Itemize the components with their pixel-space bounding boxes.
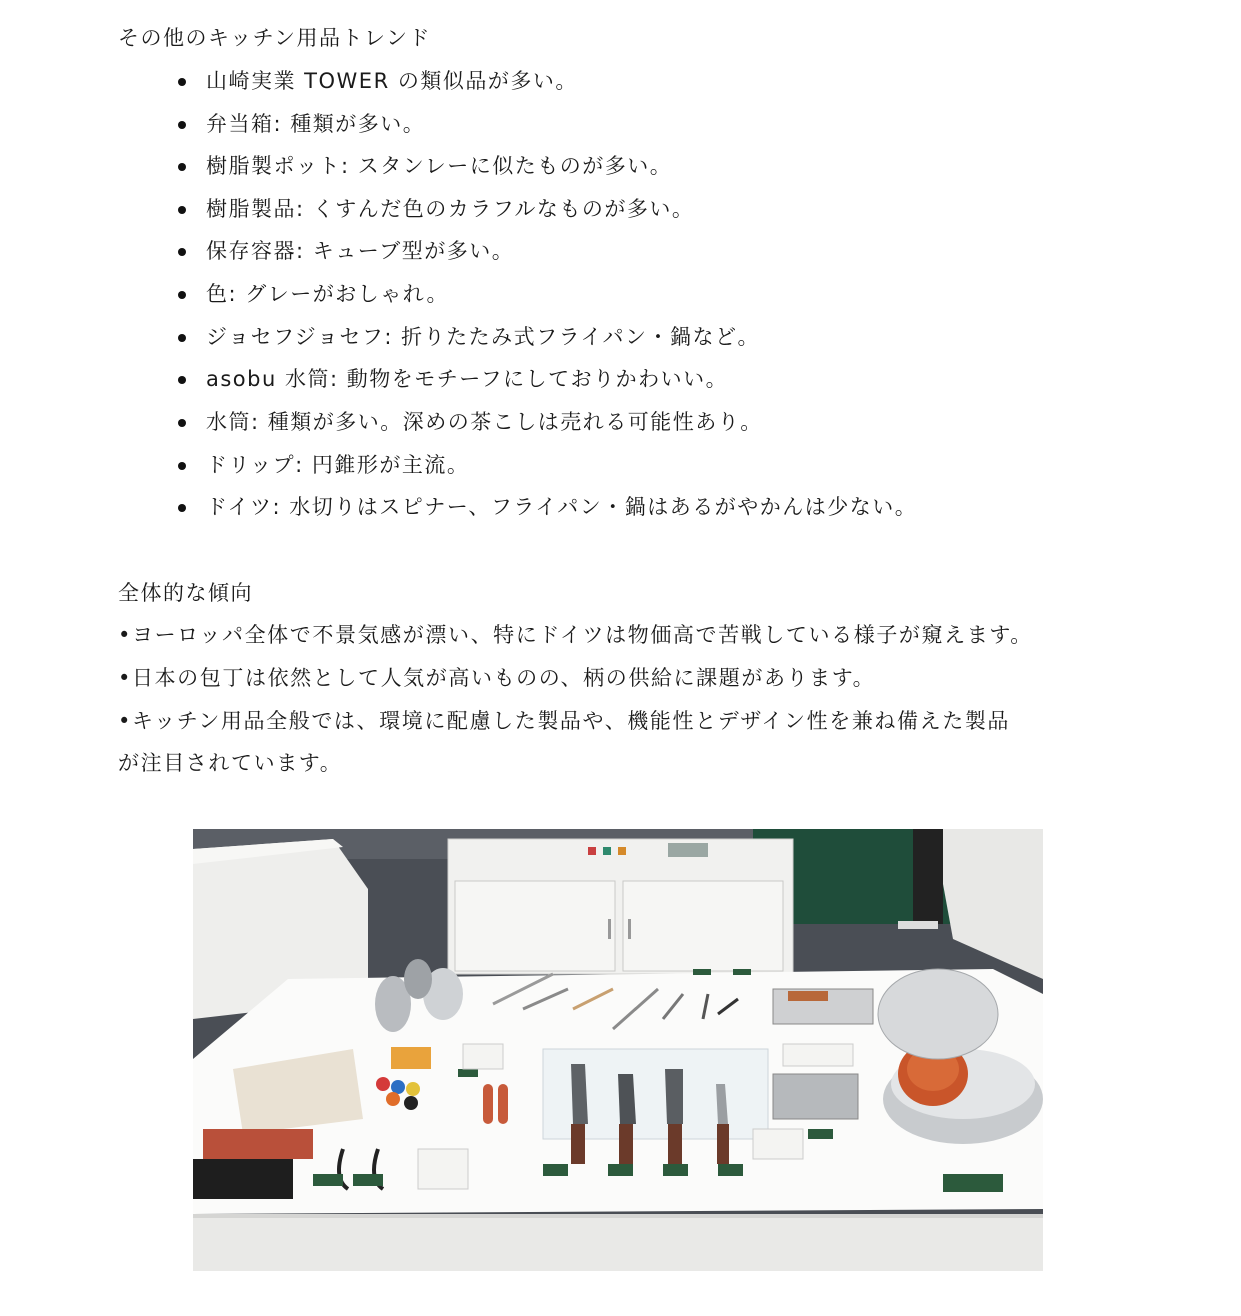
overall-heading: 全体的な傾向: [118, 581, 253, 605]
bullet-icon: [178, 163, 186, 171]
bullet-icon: [178, 376, 186, 384]
list-item: ドリップ: 円錐形が主流。: [206, 450, 469, 480]
bullet-icon: [178, 78, 186, 86]
list-item: asobu 水筒: 動物をモチーフにしておりかわいい。: [206, 364, 728, 394]
kitchen-display-photo: [193, 829, 1043, 1271]
bullet-icon: [178, 504, 186, 512]
overall-paragraph-3-cont: が注目されています。: [118, 751, 343, 775]
list-item: 樹脂製ポット: スタンレーに似たものが多い。: [206, 151, 672, 181]
bullet-icon: [178, 419, 186, 427]
list-item: 色: グレーがおしゃれ。: [206, 279, 449, 309]
overall-paragraph-1: •ヨーロッパ全体で不景気感が漂い、特にドイツは物価高で苦戦している様子が窺えます。: [118, 623, 1033, 647]
bullet-icon: [178, 462, 186, 470]
list-item: ジョセフジョセフ: 折りたたみ式フライパン・鍋など。: [206, 322, 760, 352]
list-item: 山崎実業 TOWER の類似品が多い。: [206, 66, 578, 96]
list-item: 弁当箱: 種類が多い。: [206, 109, 425, 139]
overall-paragraph-2: •日本の包丁は依然として人気が高いものの、柄の供給に課題があります。: [118, 666, 876, 690]
list-item: 樹脂製品: くすんだ色のカラフルなものが多い。: [206, 194, 694, 224]
bullet-icon: [178, 206, 186, 214]
list-item: 保存容器: キューブ型が多い。: [206, 236, 514, 266]
bullet-icon: [178, 291, 186, 299]
trends-heading: その他のキッチン用品トレンド: [118, 26, 432, 50]
bullet-icon: [178, 121, 186, 129]
list-item: ドイツ: 水切りはスピナー、フライパン・鍋はあるがやかんは少ない。: [206, 492, 917, 522]
bullet-icon: [178, 334, 186, 342]
overall-paragraph-3: •キッチン用品全般では、環境に配慮した製品や、機能性とデザイン性を兼ね備えた製品: [118, 709, 1011, 733]
bullet-icon: [178, 248, 186, 256]
list-item: 水筒: 種類が多い。深めの茶こしは売れる可能性あり。: [206, 407, 763, 437]
